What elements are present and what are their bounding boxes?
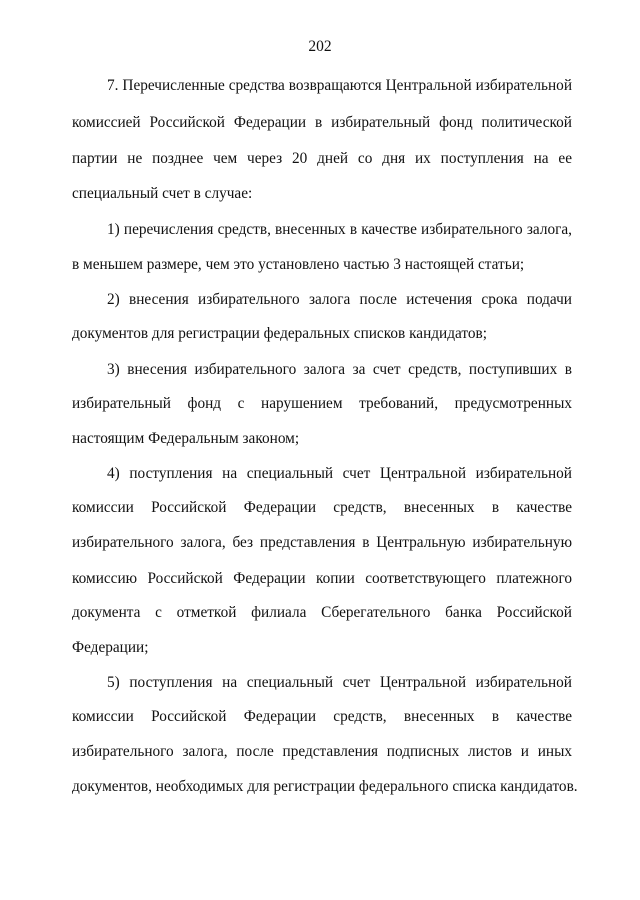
paragraph-7-line-3: партии не позднее чем через 20 дней со дня их поступления на ее — [72, 150, 572, 167]
item-1-line-2: в меньшем размере, чем это установлено частью 3 настоящей статьи; — [72, 256, 525, 273]
item-3-line-3: настоящим Федеральным законом; — [72, 430, 300, 447]
item-4-line-5: документа с отметкой филиала Сберегательного банка Российской — [72, 604, 572, 621]
item-4-line-2: комиссии Российской Федерации средств, внесенных в качестве — [72, 499, 572, 516]
item-4-line-3: избирательного залога, без представления в Центральную избирательную — [72, 534, 572, 551]
item-4-line-6: Федерации; — [72, 639, 149, 656]
page-number: 202 — [308, 38, 332, 55]
paragraph-7-line-2: комиссией Российской Федерации в избирательный фонд политической — [72, 114, 572, 131]
paragraph-7-line-4: специальный счет в случае: — [72, 185, 253, 202]
item-5-line-2: комиссии Российской Федерации средств, внесенных в качестве — [72, 708, 572, 725]
item-5-line-4: документов, необходимых для регистрации федерального списка кандидатов. — [72, 778, 578, 795]
item-2-line-2: документов для регистрации федеральных списков кандидатов; — [72, 325, 488, 342]
item-4-line-4: комиссию Российской Федерации копии соответствующего платежного — [72, 570, 572, 587]
item-2-line-1: 2) внесения избирательного залога после истечения срока подачи — [107, 291, 572, 308]
item-5-line-3: избирательного залога, после представления подписных листов и иных — [72, 743, 572, 760]
item-3-line-1: 3) внесения избирательного залога за счет средств, поступивших в — [107, 361, 572, 378]
item-4-line-1: 4) поступления на специальный счет Центральной избирательной — [107, 465, 572, 482]
item-1-line-1: 1) перечисления средств, внесенных в качестве избирательного залога, — [107, 221, 572, 238]
item-3-line-2: избирательный фонд с нарушением требований, предусмотренных — [72, 395, 572, 412]
item-5-line-1: 5) поступления на специальный счет Центральной избирательной — [107, 674, 572, 691]
paragraph-7-line-1: 7. Перечисленные средства возвращаются Центральной избирательной — [107, 77, 572, 94]
